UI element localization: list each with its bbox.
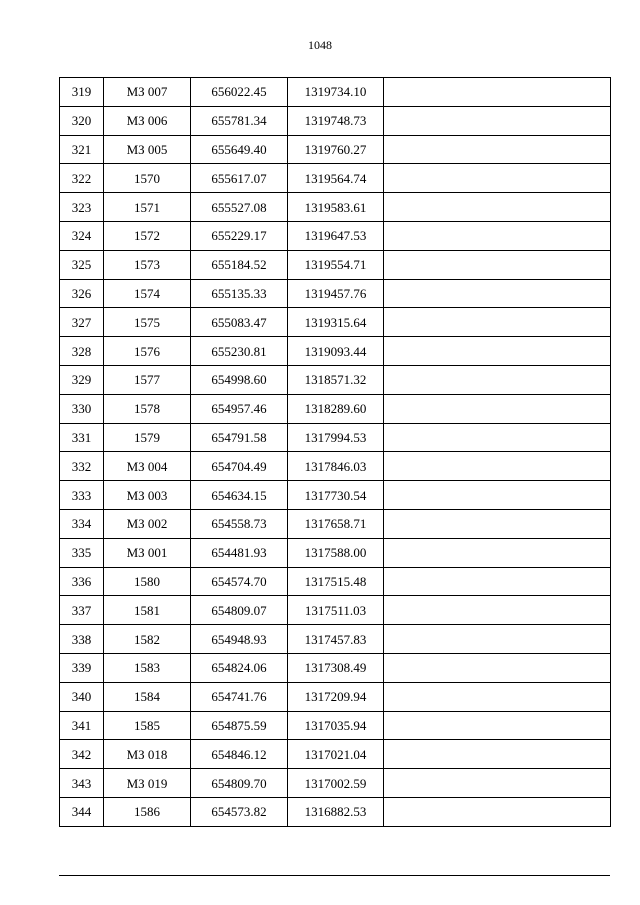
- y-coordinate-cell: 1317457.83: [288, 625, 384, 654]
- x-coordinate-cell: 655135.33: [191, 279, 288, 308]
- row-number-cell: 330: [60, 394, 104, 423]
- x-coordinate-cell: 655617.07: [191, 164, 288, 193]
- note-cell: [384, 711, 611, 740]
- note-cell: [384, 193, 611, 222]
- footer-rule: [59, 875, 610, 876]
- x-coordinate-cell: 655527.08: [191, 193, 288, 222]
- note-cell: [384, 481, 611, 510]
- note-cell: [384, 509, 611, 538]
- table-row: [60, 596, 611, 625]
- y-coordinate-cell: 1319093.44: [288, 337, 384, 366]
- y-coordinate-cell: 1317308.49: [288, 653, 384, 682]
- x-coordinate-cell: 654824.06: [191, 653, 288, 682]
- table-row: [60, 797, 611, 826]
- table-row: [60, 452, 611, 481]
- table-row: [60, 509, 611, 538]
- table-row: [60, 193, 611, 222]
- note-cell: [384, 452, 611, 481]
- y-coordinate-cell: 1317730.54: [288, 481, 384, 510]
- table-row: [60, 567, 611, 596]
- coordinates-table: [59, 77, 611, 827]
- row-number-cell: 337: [60, 596, 104, 625]
- row-number-cell: 326: [60, 279, 104, 308]
- point-id-cell: 1586: [104, 797, 191, 826]
- note-cell: [384, 78, 611, 107]
- note-cell: [384, 423, 611, 452]
- table-row: [60, 740, 611, 769]
- row-number-cell: 331: [60, 423, 104, 452]
- x-coordinate-cell: 654998.60: [191, 365, 288, 394]
- y-coordinate-cell: 1319647.53: [288, 221, 384, 250]
- x-coordinate-cell: 654846.12: [191, 740, 288, 769]
- note-cell: [384, 797, 611, 826]
- x-coordinate-cell: 654809.07: [191, 596, 288, 625]
- row-number-cell: 340: [60, 682, 104, 711]
- point-id-cell: 1576: [104, 337, 191, 366]
- x-coordinate-cell: 654573.82: [191, 797, 288, 826]
- table-row: [60, 394, 611, 423]
- y-coordinate-cell: 1317511.03: [288, 596, 384, 625]
- note-cell: [384, 653, 611, 682]
- note-cell: [384, 682, 611, 711]
- table-row: [60, 250, 611, 279]
- note-cell: [384, 769, 611, 798]
- x-coordinate-cell: 655230.81: [191, 337, 288, 366]
- point-id-cell: 1582: [104, 625, 191, 654]
- note-cell: [384, 596, 611, 625]
- row-number-cell: 332: [60, 452, 104, 481]
- table-row: [60, 538, 611, 567]
- note-cell: [384, 221, 611, 250]
- x-coordinate-cell: 654791.58: [191, 423, 288, 452]
- row-number-cell: 333: [60, 481, 104, 510]
- table-row: [60, 481, 611, 510]
- y-coordinate-cell: 1317588.00: [288, 538, 384, 567]
- table-row: [60, 78, 611, 107]
- y-coordinate-cell: 1317002.59: [288, 769, 384, 798]
- y-coordinate-cell: 1317035.94: [288, 711, 384, 740]
- y-coordinate-cell: 1317658.71: [288, 509, 384, 538]
- note-cell: [384, 279, 611, 308]
- y-coordinate-cell: 1317209.94: [288, 682, 384, 711]
- note-cell: [384, 250, 611, 279]
- y-coordinate-cell: 1316882.53: [288, 797, 384, 826]
- point-id-cell: 1584: [104, 682, 191, 711]
- x-coordinate-cell: 654741.76: [191, 682, 288, 711]
- point-id-cell: 1578: [104, 394, 191, 423]
- table-row: [60, 337, 611, 366]
- table-row: [60, 653, 611, 682]
- note-cell: [384, 308, 611, 337]
- row-number-cell: 323: [60, 193, 104, 222]
- point-id-cell: 1572: [104, 221, 191, 250]
- y-coordinate-cell: 1319457.76: [288, 279, 384, 308]
- note-cell: [384, 538, 611, 567]
- point-id-cell: 1574: [104, 279, 191, 308]
- row-number-cell: 321: [60, 135, 104, 164]
- row-number-cell: 342: [60, 740, 104, 769]
- point-id-cell: МЗ 005: [104, 135, 191, 164]
- y-coordinate-cell: 1319554.71: [288, 250, 384, 279]
- x-coordinate-cell: 655649.40: [191, 135, 288, 164]
- table-row: [60, 164, 611, 193]
- x-coordinate-cell: 656022.45: [191, 78, 288, 107]
- row-number-cell: 324: [60, 221, 104, 250]
- note-cell: [384, 337, 611, 366]
- point-id-cell: 1571: [104, 193, 191, 222]
- x-coordinate-cell: 654704.49: [191, 452, 288, 481]
- x-coordinate-cell: 654558.73: [191, 509, 288, 538]
- point-id-cell: 1575: [104, 308, 191, 337]
- row-number-cell: 344: [60, 797, 104, 826]
- row-number-cell: 339: [60, 653, 104, 682]
- note-cell: [384, 394, 611, 423]
- x-coordinate-cell: 654574.70: [191, 567, 288, 596]
- x-coordinate-cell: 654634.15: [191, 481, 288, 510]
- x-coordinate-cell: 655184.52: [191, 250, 288, 279]
- x-coordinate-cell: 655083.47: [191, 308, 288, 337]
- note-cell: [384, 164, 611, 193]
- y-coordinate-cell: 1319564.74: [288, 164, 384, 193]
- table-row: [60, 625, 611, 654]
- point-id-cell: 1581: [104, 596, 191, 625]
- row-number-cell: 343: [60, 769, 104, 798]
- page-number: 1048: [308, 38, 332, 52]
- y-coordinate-cell: 1319583.61: [288, 193, 384, 222]
- x-coordinate-cell: 655781.34: [191, 106, 288, 135]
- note-cell: [384, 135, 611, 164]
- point-id-cell: МЗ 004: [104, 452, 191, 481]
- table-body: [60, 78, 611, 827]
- table-row: [60, 769, 611, 798]
- y-coordinate-cell: 1319748.73: [288, 106, 384, 135]
- x-coordinate-cell: 654948.93: [191, 625, 288, 654]
- point-id-cell: МЗ 018: [104, 740, 191, 769]
- y-coordinate-cell: 1319734.10: [288, 78, 384, 107]
- row-number-cell: 319: [60, 78, 104, 107]
- y-coordinate-cell: 1318571.32: [288, 365, 384, 394]
- note-cell: [384, 106, 611, 135]
- table-row: [60, 365, 611, 394]
- row-number-cell: 328: [60, 337, 104, 366]
- x-coordinate-cell: 654809.70: [191, 769, 288, 798]
- note-cell: [384, 740, 611, 769]
- y-coordinate-cell: 1317515.48: [288, 567, 384, 596]
- point-id-cell: 1583: [104, 653, 191, 682]
- row-number-cell: 322: [60, 164, 104, 193]
- x-coordinate-cell: 655229.17: [191, 221, 288, 250]
- row-number-cell: 327: [60, 308, 104, 337]
- table-row: [60, 106, 611, 135]
- table-row: [60, 308, 611, 337]
- table-row: [60, 221, 611, 250]
- point-id-cell: МЗ 007: [104, 78, 191, 107]
- note-cell: [384, 567, 611, 596]
- row-number-cell: 320: [60, 106, 104, 135]
- note-cell: [384, 365, 611, 394]
- x-coordinate-cell: 654875.59: [191, 711, 288, 740]
- row-number-cell: 325: [60, 250, 104, 279]
- row-number-cell: 341: [60, 711, 104, 740]
- row-number-cell: 329: [60, 365, 104, 394]
- row-number-cell: 334: [60, 509, 104, 538]
- table-row: [60, 135, 611, 164]
- y-coordinate-cell: 1317021.04: [288, 740, 384, 769]
- table-row: [60, 423, 611, 452]
- x-coordinate-cell: 654957.46: [191, 394, 288, 423]
- point-id-cell: МЗ 001: [104, 538, 191, 567]
- table-row: [60, 279, 611, 308]
- note-cell: [384, 625, 611, 654]
- y-coordinate-cell: 1317846.03: [288, 452, 384, 481]
- point-id-cell: 1570: [104, 164, 191, 193]
- point-id-cell: 1579: [104, 423, 191, 452]
- point-id-cell: МЗ 003: [104, 481, 191, 510]
- point-id-cell: 1577: [104, 365, 191, 394]
- point-id-cell: 1580: [104, 567, 191, 596]
- point-id-cell: 1573: [104, 250, 191, 279]
- point-id-cell: МЗ 019: [104, 769, 191, 798]
- y-coordinate-cell: 1319760.27: [288, 135, 384, 164]
- y-coordinate-cell: 1317994.53: [288, 423, 384, 452]
- y-coordinate-cell: 1318289.60: [288, 394, 384, 423]
- table-row: [60, 682, 611, 711]
- point-id-cell: МЗ 002: [104, 509, 191, 538]
- y-coordinate-cell: 1319315.64: [288, 308, 384, 337]
- table-row: [60, 711, 611, 740]
- point-id-cell: МЗ 006: [104, 106, 191, 135]
- point-id-cell: 1585: [104, 711, 191, 740]
- x-coordinate-cell: 654481.93: [191, 538, 288, 567]
- row-number-cell: 335: [60, 538, 104, 567]
- row-number-cell: 336: [60, 567, 104, 596]
- row-number-cell: 338: [60, 625, 104, 654]
